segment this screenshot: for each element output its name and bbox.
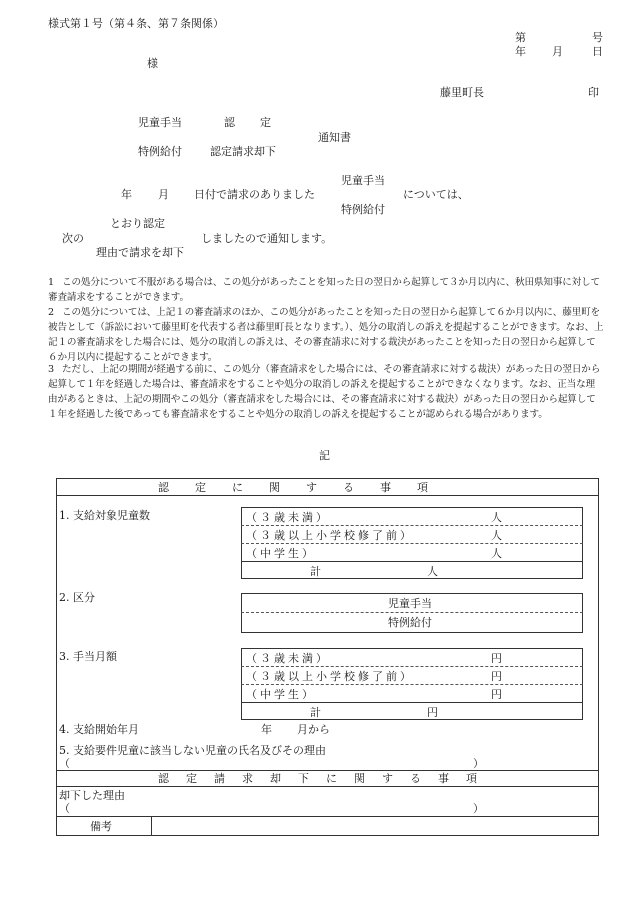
reject-paren-open: （ xyxy=(59,802,70,815)
amount-total-label: 計 xyxy=(310,706,321,719)
child-row-unit: 人 xyxy=(491,547,502,560)
child-row-label: （中学生） xyxy=(246,547,316,560)
body-riyu: 理由で請求を却下 xyxy=(96,246,184,259)
doc-number-dai: 第 xyxy=(515,31,526,44)
addressee-sama: 様 xyxy=(147,57,158,70)
note-number: 2 xyxy=(48,307,55,318)
section-divider xyxy=(56,770,599,771)
row-divider xyxy=(241,543,583,544)
remarks-label: 備考 xyxy=(90,820,112,833)
title-kyakka: 認定請求却下 xyxy=(210,145,276,158)
amount-row-label: （３歳未満） xyxy=(246,652,330,665)
child-row-unit: 人 xyxy=(491,511,502,524)
seal-mark: 印 xyxy=(588,86,599,99)
date-day: 日 xyxy=(592,45,603,58)
body-nen: 年 xyxy=(121,188,132,201)
remarks-col-divider xyxy=(151,816,152,836)
child-row-unit: 人 xyxy=(491,529,502,542)
item-5-paren-close: ） xyxy=(473,757,484,770)
child-total-label: 計 xyxy=(310,565,321,578)
issuer-name: 藤里町長 xyxy=(440,86,484,99)
reject-reason-label: 却下した理由 xyxy=(59,789,125,802)
body-opt-jidou: 児童手当 xyxy=(341,174,385,187)
note-2 xyxy=(48,305,604,365)
note-text: ただし、上記の期間が経過する前に、この処分（審査請求をした場合には、その審査請求に対する裁決）があった日の翌日から起算して１年を経過した場合は、審査請求をすることや処分の取消しの訴えを提起することができなくなります。なお、正当な理由があるときは、上記の期間やこの処分（審査請求をした場合には、その審査請求に対する裁決）があった日の翌日から起算して１年を経過した後であっても審査請求をすることや処分の取消しの訴えを提起することが認められる場合があります。 xyxy=(48,364,601,420)
remarks-divider xyxy=(56,816,599,817)
row-divider xyxy=(241,525,583,526)
section-header-nintei: 認定に関する事項 xyxy=(158,481,454,494)
body-ni-tsuite: については、 xyxy=(403,188,469,201)
row-divider xyxy=(241,612,583,613)
item-4-nen: 年 xyxy=(261,723,272,736)
item-5-label: 5. 支給要件児童に該当しない児童の氏名及びその理由 xyxy=(59,744,326,757)
row-divider xyxy=(241,684,583,685)
child-total-unit: 人 xyxy=(427,565,438,578)
item-4-label: 4. 支給開始年月 xyxy=(59,723,139,736)
body-toori: とおり認定 xyxy=(110,217,165,230)
kubun-tokurei: 特例給付 xyxy=(388,616,432,629)
note-text: この処分については、上記１の審査請求のほか、この処分があったことを知った日の翌日から起算して６か月以内に、藤里町を被告として（訴訟において藤里町を代表する者は藤里町長となります。）、処分の取消しの訴えを提起することができます。なお、上記１の審査請求をした場合には、処分の取消しの訴えは、その審査請求に対する裁決があったことを知った日の翌日から起算して６か月以内に提起することができます。 xyxy=(48,307,604,363)
note-1 xyxy=(48,275,604,305)
note-3 xyxy=(48,362,604,422)
amount-row-label: （３歳以上小学校修了前） xyxy=(246,670,414,683)
body-opt-tokurei: 特例給付 xyxy=(341,203,385,216)
kubun-jidou-teate: 児童手当 xyxy=(388,597,432,610)
amount-row-unit: 円 xyxy=(491,688,502,701)
item-5-paren-open: （ xyxy=(59,757,70,770)
title-tokurei: 特例給付 xyxy=(138,145,182,158)
doc-number-go: 号 xyxy=(592,31,603,44)
item-2-label: 2. 区分 xyxy=(59,591,95,604)
note-number: 3 xyxy=(48,364,55,375)
body-tsugi-no: 次の xyxy=(62,232,84,245)
body-shimashita: しましたので通知します。 xyxy=(201,232,333,245)
amount-row-unit: 円 xyxy=(491,652,502,665)
child-row-label: （３歳未満） xyxy=(246,511,330,524)
note-number: 1 xyxy=(48,277,55,288)
date-month: 月 xyxy=(552,45,563,58)
item-3-label: 3. 手当月額 xyxy=(59,650,117,663)
amount-row-label: （中学生） xyxy=(246,688,316,701)
title-tsuchisho: 通知書 xyxy=(318,131,351,144)
section-header-divider xyxy=(56,495,599,496)
total-divider xyxy=(241,702,583,703)
date-year: 年 xyxy=(515,45,526,58)
amount-total-unit: 円 xyxy=(427,706,438,719)
body-date-text: 日付で請求のありました xyxy=(194,188,315,201)
section-header-kyakka: 認定請求却下に関する事項 xyxy=(158,772,494,785)
note-text: この処分について不服がある場合は、この処分があったことを知った日の翌日から起算して３か月以内に、秋田県知事に対して審査請求をすることができます。 xyxy=(48,277,601,303)
title-tei: 定 xyxy=(260,116,271,129)
item-1-label: 1. 支給対象児童数 xyxy=(59,509,150,522)
body-tsuki: 月 xyxy=(158,188,169,201)
amount-row-unit: 円 xyxy=(491,670,502,683)
title-nin: 認 xyxy=(224,116,235,129)
row-divider xyxy=(241,666,583,667)
ki-heading: 記 xyxy=(319,449,330,462)
total-divider xyxy=(241,561,583,562)
child-row-label: （３歳以上小学校修了前） xyxy=(246,529,414,542)
title-jidou-teate: 児童手当 xyxy=(138,116,182,129)
item-4-kara: 月から xyxy=(297,723,330,736)
form-number: 様式第１号（第４条、第７条関係） xyxy=(48,17,224,30)
reject-paren-close: ） xyxy=(473,802,484,815)
section-header-divider xyxy=(56,786,599,787)
